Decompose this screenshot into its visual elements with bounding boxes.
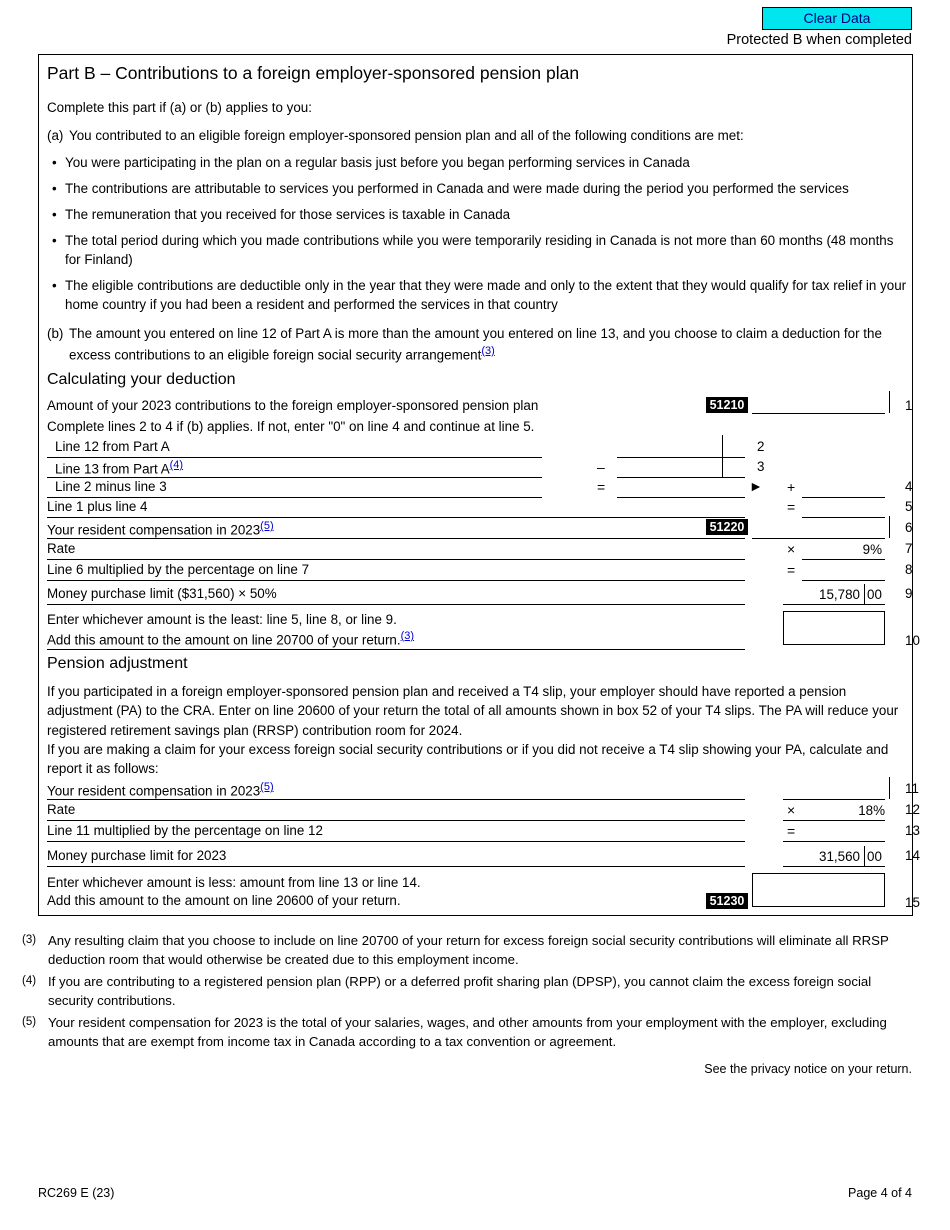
line-8-number: 8 [905,562,913,577]
condition-a [47,126,907,145]
box-51230: 51230 [706,893,748,909]
pension-adjustment-heading: Pension adjustment [47,655,188,672]
line-11-divider [889,777,890,799]
line-6-number: 6 [905,520,913,535]
privacy-notice: See the privacy notice on your return. [704,1062,912,1076]
calc-instruction: Complete lines 2 to 4 if (b) applies. If not, enter "0" on line 4 and continue at line 5. [47,419,535,434]
list-item: • The contributions are attributable to services you performed in Canada and were made during the period you performed the services [47,179,907,198]
footnote-4 [22,972,917,1010]
footnote-ref-4-link[interactable]: (4) [169,459,184,471]
page-number: Page 4 of 4 [848,1186,912,1200]
line-5-label: Line 1 plus line 4 [47,499,148,514]
line-6-label [47,520,274,537]
line-13-label: Line 11 multiplied by the percentage on line 12 [47,823,323,838]
line-12-number: 12 [905,802,920,817]
line-11-number: 11 [905,781,919,796]
footnote-4-marker: (4) [22,975,37,987]
line-15-number: 15 [905,895,920,910]
line-10-label-2 [47,630,414,647]
line-7-label: Rate [47,541,76,556]
condition-a-text: You contributed to an eligible foreign employer-sponsored pension plan and all of the following conditions are met: [69,127,744,143]
line-12-value-rule [783,820,885,821]
line-10-input[interactable] [783,611,885,645]
part-b-box [38,54,920,916]
line-5-rule [47,517,745,518]
list-item: • The eligible contributions are deductible only in the year that they were made and only to the extent that they would qualify for tax relief in your home country if you had been a resident and performed the services in that country [47,276,907,314]
line-2-value-rule [617,457,745,458]
line-3-label [55,459,183,476]
line-1-divider [889,391,890,413]
line-14-value-cents: 00 [867,849,882,864]
line-6-rule [47,538,745,539]
condition-b-lead: (b) [47,326,64,342]
line-9-value-dollars: 15,780 [819,587,860,602]
condition-b [47,324,907,364]
line-1-rule [752,413,885,414]
line-3-divider [722,455,723,477]
line-3-number: 3 [757,459,765,474]
line-5-value-rule [802,517,885,518]
clear-data-button[interactable]: Clear Data [762,7,912,30]
line-7-number: 7 [905,541,913,556]
line-13-rule [47,841,745,842]
line-3-label-text: Line 13 from Part A [55,461,170,477]
line-6-value-rule [752,538,885,539]
footnote-ref-5b-link[interactable]: (5) [260,781,274,793]
line-5-operator: = [787,499,796,515]
line-8-label: Line 6 multiplied by the percentage on line 7 [47,562,310,577]
form-identifier: RC269 E (23) [38,1186,115,1200]
line-15-input[interactable] [752,873,885,907]
intro-line: Complete this part if (a) or (b) applies to you: [47,100,312,115]
line-11-label [47,781,274,798]
arrow-right-icon: ► [749,478,763,494]
line-4-plus-operator: + [787,479,796,495]
line-12-rate-value: 18% [858,803,885,818]
line-14-rule [47,866,745,867]
line-3-value-rule [617,477,745,478]
footnote-5 [22,1013,917,1051]
line-8-rule [47,580,745,581]
pension-adjustment-para-2: If you are making a claim for your excess foreign social security contributions or if you did not receive a T4 slip showing your PA, calculate and report it as follows: [47,742,889,777]
footnote-3-marker: (3) [22,934,37,946]
line-7-rate-value: 9% [862,542,882,557]
line-9-cents-divider [864,584,865,604]
line-8-value-rule [802,580,885,581]
line-9-label: Money purchase limit ($31,560) × 50% [47,586,277,601]
line-2-rule [47,457,542,458]
line-11-value-rule [783,799,885,800]
line-9-rule [47,604,745,605]
footnote-5-text: Your resident compensation for 2023 is the total of your salaries, wages, and other amounts from your employment with the employer, excluding amounts that are exempt from income tax in Canada according to a tax convention or agreement. [48,1015,887,1050]
line-12-label: Rate [47,802,76,817]
line-7-value-rule [802,559,885,560]
line-14-value-rule [783,866,885,867]
line-15-label-1: Enter whichever amount is less: amount from line 13 or line 14. [47,875,421,890]
condition-a-bullets [47,153,907,314]
line-11-rule [47,799,745,800]
condition-a-lead: (a) [47,127,64,143]
line-6-label-text: Your resident compensation in 2023 [47,522,261,538]
line-15-label-2: Add this amount to the amount on line 20600 of your return. [47,893,401,908]
line-9-value-cents: 00 [867,587,882,602]
line-12-operator: × [787,802,796,818]
line-7-rule [47,559,745,560]
line-4-carry-rule [802,497,885,498]
calculating-heading: Calculating your deduction [47,371,236,388]
line-9-value-rule [783,604,885,605]
line-1-label: Amount of your 2023 contributions to the foreign employer-sponsored pension plan [47,398,539,413]
line-4-value-rule [617,497,745,498]
line-13-number: 13 [905,823,920,838]
line-14-value-dollars: 31,560 [819,849,860,864]
part-b-intro [47,98,907,373]
line-14-label: Money purchase limit for 2023 [47,848,227,863]
line-13-operator: = [787,823,796,839]
line-1-number: 1 [905,398,913,413]
protected-b-label: Protected B when completed [726,32,912,48]
line-8-operator: = [787,562,796,578]
line-2-label: Line 12 from Part A [55,439,170,454]
line-4-number: 4 [905,479,913,494]
line-11-label-text: Your resident compensation in 2023 [47,783,261,799]
line-5-number: 5 [905,499,913,514]
line-4-operator: = [597,479,606,495]
line-14-number: 14 [905,848,920,863]
page-title: Part B – Contributions to a foreign employer-sponsored pension plan [47,63,580,83]
line-2-number: 2 [757,439,765,454]
line-10-label-2-text: Add this amount to the amount on line 20700 of your return. [47,632,401,648]
footnote-5-marker: (5) [22,1016,37,1028]
box-51220: 51220 [706,519,748,535]
footnote-ref-3-link[interactable]: (3) [481,344,495,357]
footnote-3 [22,931,917,969]
line-3-operator: – [597,459,605,475]
line-10-label-1: Enter whichever amount is the least: line 5, line 8, or line 9. [47,612,397,627]
line-12-rule [47,820,745,821]
condition-b-text: The amount you entered on line 12 of Part A is more than the amount you entered on line 13, and you choose to claim a deduction for the excess contributions to an eligible foreign social security arrangement [69,326,882,363]
box-51210: 51210 [706,397,748,413]
line-9-number: 9 [905,586,913,601]
line-6-divider [889,516,890,538]
pension-adjustment-para-1: If you participated in a foreign employer-sponsored pension plan and received a T4 slip, your employer should have reported a pension adjustment (PA) to the CRA. Enter on line 20600 of your return the total of all amounts shown in box 52 of your T4 slips. The PA will reduce your registered retirement savings plan (RRSP) contribution room for 2024. [47,684,899,738]
line-10-rule [47,649,745,650]
line-14-cents-divider [864,846,865,866]
line-3-rule [47,477,542,478]
line-2-divider [722,435,723,457]
line-4-label: Line 2 minus line 3 [55,479,167,494]
footnote-4-text: If you are contributing to a registered pension plan (RPP) or a deferred profit sharing plan (DPSP), you cannot claim the excess foreign social security contributions. [48,974,872,1009]
line-7-operator: × [787,541,796,557]
footnote-ref-3b-link[interactable]: (3) [400,630,415,642]
footnote-3-text: Any resulting claim that you choose to include on line 20700 of your return for excess foreign social security contributions will eliminate all RRSP deduction room that would otherwise be created due to this employment income. [48,933,889,968]
line-10-number: 10 [905,633,920,648]
list-item: • You were participating in the plan on a regular basis just before you began performing services in Canada [47,153,907,172]
footnote-ref-5-link[interactable]: (5) [260,520,274,532]
list-item: • The total period during which you made contributions while you were temporarily residing in Canada is not more than 60 months (48 months for Finland) [47,231,907,269]
line-4-rule [47,497,542,498]
line-13-value-rule [783,841,885,842]
list-item: • The remuneration that you received for those services is taxable in Canada [47,205,907,224]
